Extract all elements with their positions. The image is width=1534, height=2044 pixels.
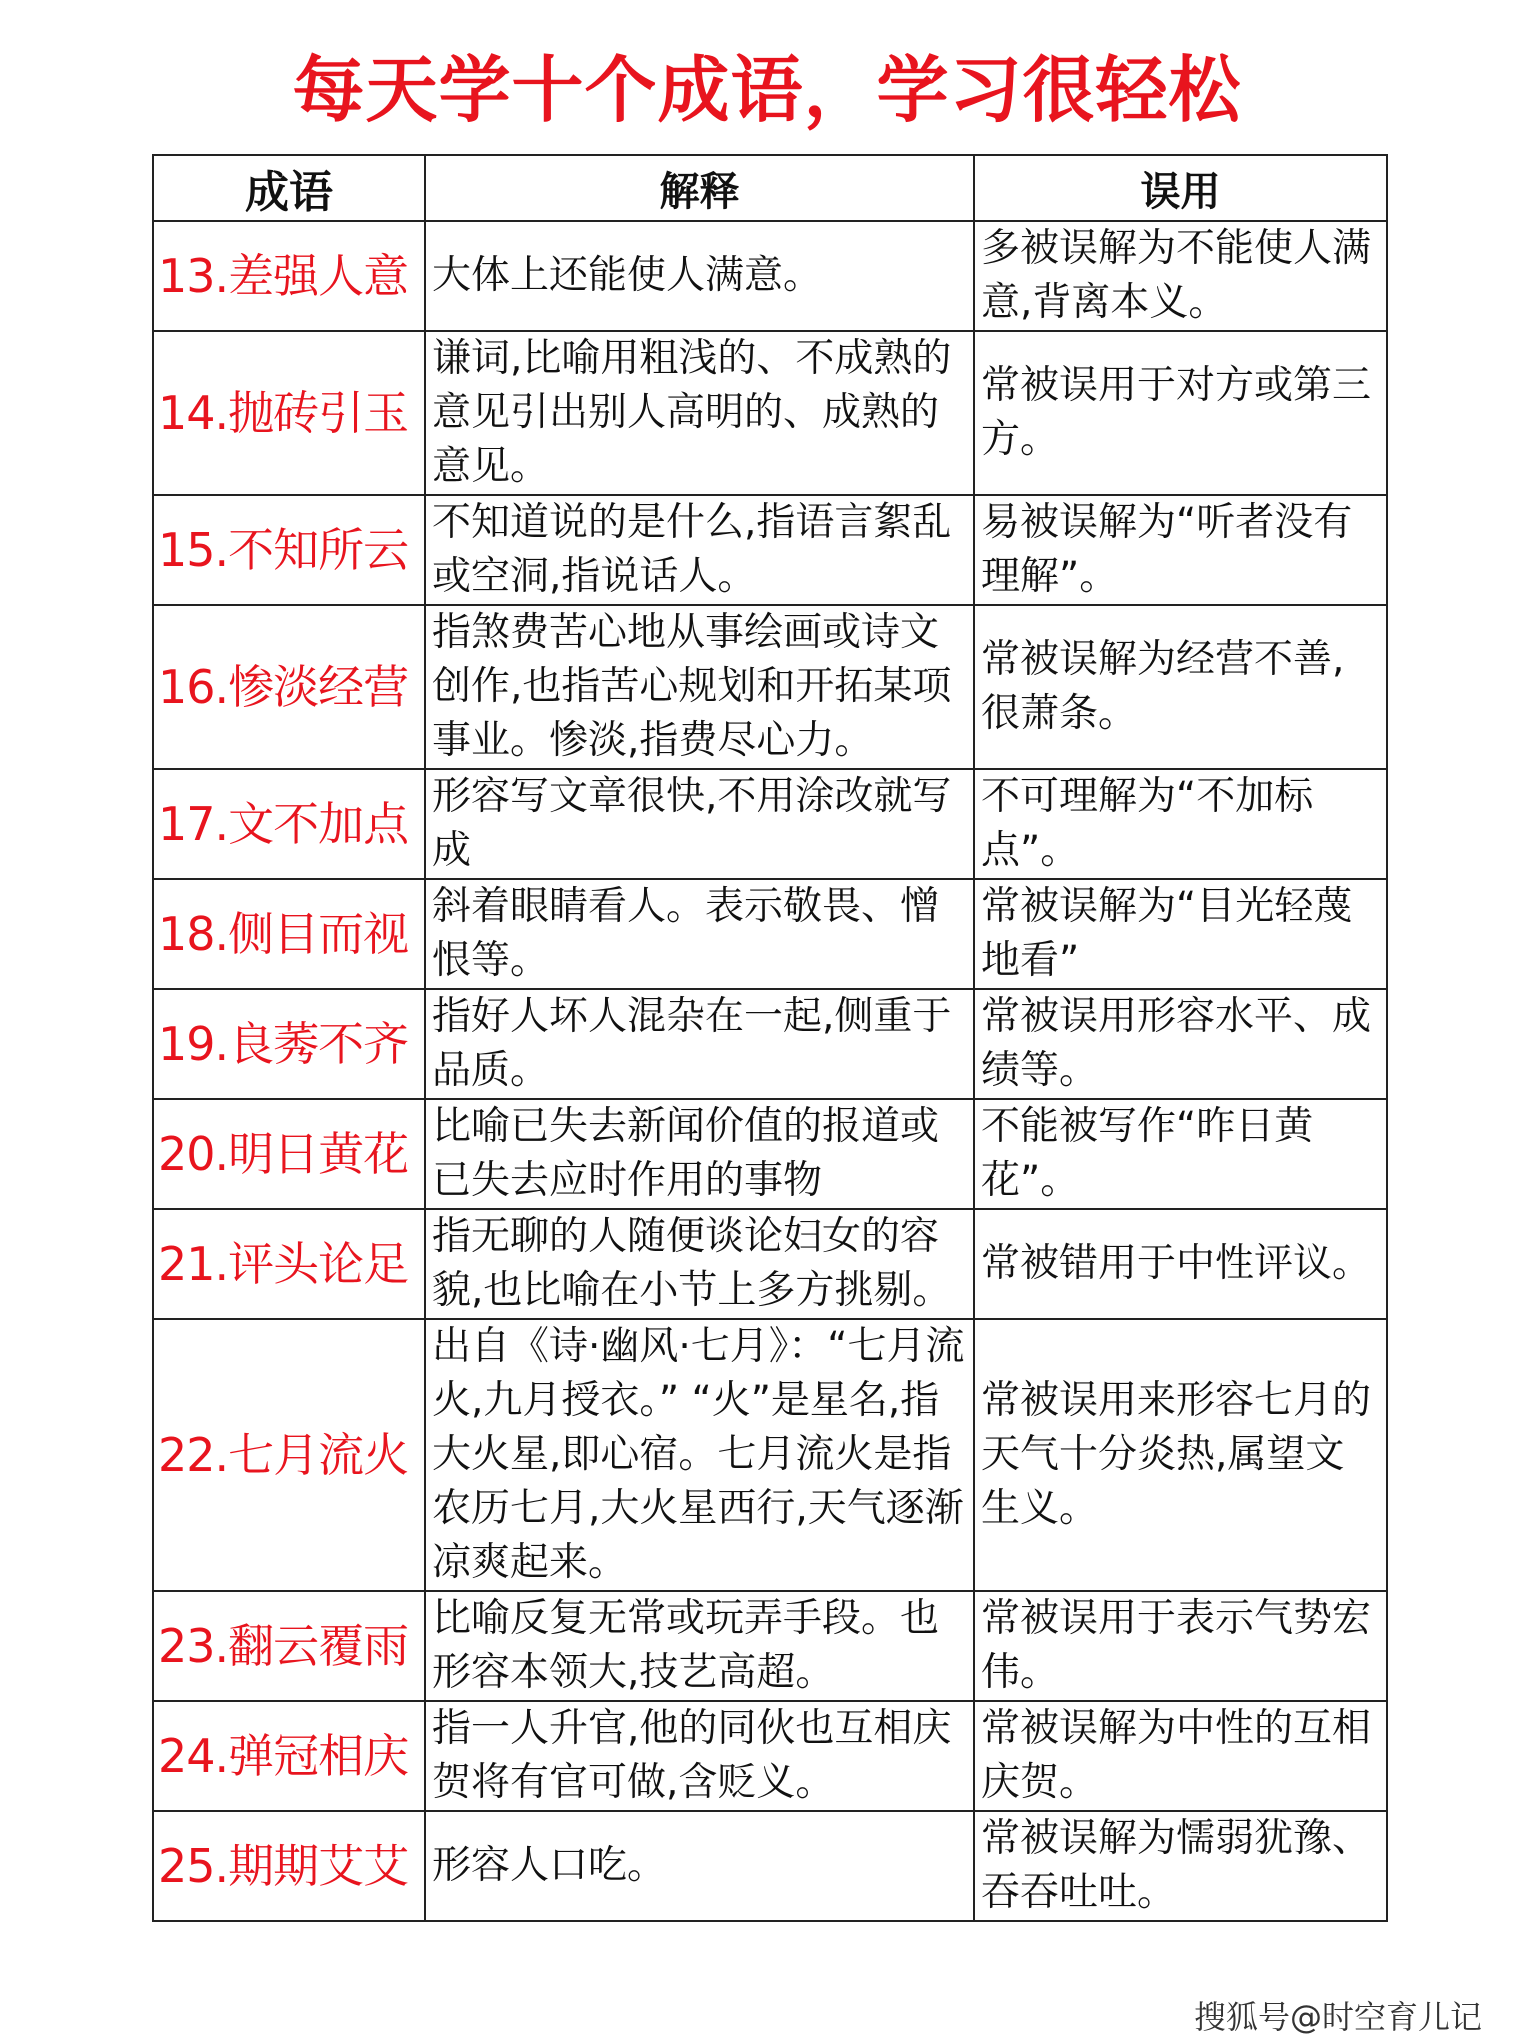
misuse-cell: 多被误解为不能使人满意,背离本义。 xyxy=(974,221,1387,331)
meaning-cell: 指无聊的人随便谈论妇女的容貌,也比喻在小节上多方挑剔。 xyxy=(425,1209,974,1319)
meaning-cell: 比喻已失去新闻价值的报道或已失去应时作用的事物 xyxy=(425,1099,974,1209)
table-row xyxy=(153,1811,1387,1921)
table-row xyxy=(153,989,1387,1099)
idiom-cell: 13.差强人意 xyxy=(153,221,425,331)
idiom-cell: 25.期期艾艾 xyxy=(153,1811,425,1921)
header-idiom: 成语 xyxy=(153,155,425,221)
misuse-cell: 常被误解为经营不善,很萧条。 xyxy=(974,605,1387,769)
table-row xyxy=(153,1701,1387,1811)
idiom-cell: 15.不知所云 xyxy=(153,495,425,605)
idiom-cell: 14.抛砖引玉 xyxy=(153,331,425,495)
table-row xyxy=(153,1319,1387,1591)
misuse-cell: 常被误解为中性的互相庆贺。 xyxy=(974,1701,1387,1811)
watermark: 搜狐号@时空育儿记 xyxy=(1193,1998,1482,2036)
meaning-cell: 形容写文章很快,不用涂改就写成 xyxy=(425,769,974,879)
misuse-cell: 常被误用于表示气势宏伟。 xyxy=(974,1591,1387,1701)
idiom-cell: 21.评头论足 xyxy=(153,1209,425,1319)
table-row xyxy=(153,495,1387,605)
meaning-cell: 指好人坏人混杂在一起,侧重于品质。 xyxy=(425,989,974,1099)
misuse-cell: 常被误解为懦弱犹豫、吞吞吐吐。 xyxy=(974,1811,1387,1921)
misuse-cell: 常被错用于中性评议。 xyxy=(974,1209,1387,1319)
table-row xyxy=(153,331,1387,495)
misuse-cell: 常被误用来形容七月的天气十分炎热,属望文生义。 xyxy=(974,1319,1387,1591)
meaning-cell: 斜着眼睛看人。表示敬畏、憎恨等。 xyxy=(425,879,974,989)
idiom-cell: 20.明日黄花 xyxy=(153,1099,425,1209)
idiom-cell: 24.弹冠相庆 xyxy=(153,1701,425,1811)
table-row xyxy=(153,879,1387,989)
meaning-cell: 指一人升官,他的同伙也互相庆贺将有官可做,含贬义。 xyxy=(425,1701,974,1811)
table-header-row xyxy=(153,155,1387,221)
meaning-cell: 大体上还能使人满意。 xyxy=(425,221,974,331)
misuse-cell: 不能被写作“昨日黄花”。 xyxy=(974,1099,1387,1209)
meaning-cell: 出自《诗·幽风·七月》：“七月流火,九月授衣。” “火”是星名,指大火星,即心宿。七月流火是指农历七月,大火星西行,天气逐渐凉爽起来。 xyxy=(425,1319,974,1591)
page-title: 每天学十个成语，学习很轻松 xyxy=(292,48,1242,132)
misuse-cell: 常被误用于对方或第三方。 xyxy=(974,331,1387,495)
meaning-cell: 比喻反复无常或玩弄手段。也形容本领大,技艺高超。 xyxy=(425,1591,974,1701)
idiom-cell: 16.惨淡经营 xyxy=(153,605,425,769)
meaning-cell: 指煞费苦心地从事绘画或诗文创作,也指苦心规划和开拓某项事业。惨淡,指费尽心力。 xyxy=(425,605,974,769)
header-meaning: 解释 xyxy=(425,155,974,221)
misuse-cell: 常被误解为“目光轻蔑地看” xyxy=(974,879,1387,989)
meaning-cell: 形容人口吃。 xyxy=(425,1811,974,1921)
table-row xyxy=(153,605,1387,769)
table-row xyxy=(153,769,1387,879)
table-row xyxy=(153,221,1387,331)
misuse-cell: 易被误解为“听者没有理解”。 xyxy=(974,495,1387,605)
idiom-cell: 19.良莠不齐 xyxy=(153,989,425,1099)
header-misuse: 误用 xyxy=(974,155,1387,221)
meaning-cell: 不知道说的是什么,指语言絮乱或空洞,指说话人。 xyxy=(425,495,974,605)
table-row xyxy=(153,1209,1387,1319)
table-row xyxy=(153,1099,1387,1209)
misuse-cell: 不可理解为“不加标点”。 xyxy=(974,769,1387,879)
table-row xyxy=(153,1591,1387,1701)
idiom-table xyxy=(152,154,1388,1922)
idiom-cell: 22.七月流火 xyxy=(153,1319,425,1591)
idiom-cell: 17.文不加点 xyxy=(153,769,425,879)
misuse-cell: 常被误用形容水平、成绩等。 xyxy=(974,989,1387,1099)
idiom-cell: 18.侧目而视 xyxy=(153,879,425,989)
meaning-cell: 谦词,比喻用粗浅的、不成熟的意见引出别人高明的、成熟的意见。 xyxy=(425,331,974,495)
idiom-cell: 23.翻云覆雨 xyxy=(153,1591,425,1701)
